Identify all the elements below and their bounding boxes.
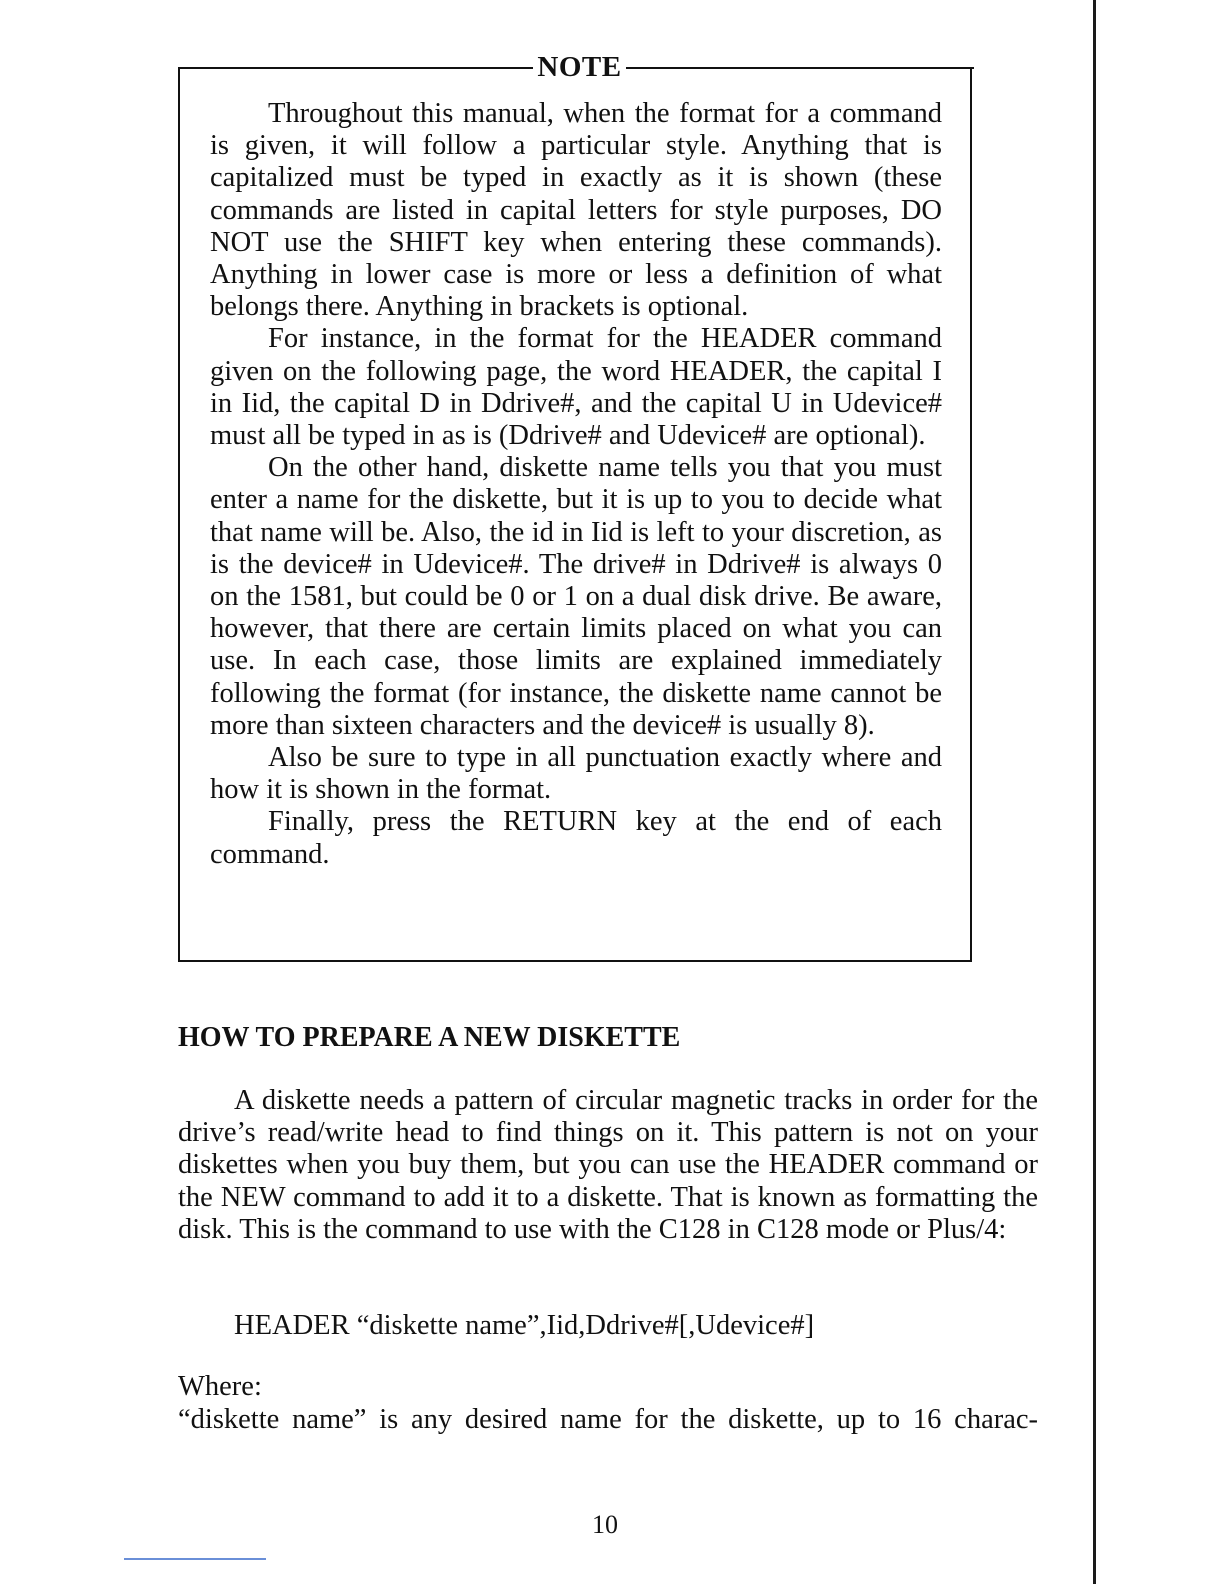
note-paragraph: Finally, press the RETURN key at the end of each command. xyxy=(210,806,942,870)
note-body xyxy=(210,98,942,871)
note-paragraph: On the other hand, diskette name tells you that you must enter a name for the diskette, but it is up to you to decide what that name will be. Also, the id in Iid is left to your discretion, as is the device# in Udevice#. The drive# in Ddrive# is always 0 on the 1581, but could be 0 or 1 on a dual disk drive. Be aware, however, that there are certain limits placed on what you can use. In each case, those limits are explained immediately following the format (for instance, the diskette name cannot be more than sixteen characters and the device# is usually 8). xyxy=(210,452,942,741)
where-label: Where: xyxy=(178,1371,262,1402)
section-heading: HOW TO PREPARE A NEW DISKETTE xyxy=(178,1022,681,1053)
note-paragraph: Also be sure to type in all punctuation exactly where and how it is shown in the format. xyxy=(210,742,942,806)
command-format: HEADER “diskette name”,Iid,Ddrive#[,Udevice#] xyxy=(234,1310,815,1341)
section-paragraph: A diskette needs a pattern of circular magnetic tracks in order for the drive’s read/write head to find things on it. This pattern is not on your diskettes when you buy them, but you can use the HEADER command or the NEW command to add it to a diskette. That is known as formatting the disk. This is the command to use with the C128 in C128 mode or Plus/4: xyxy=(178,1085,1038,1245)
footer-link-underline xyxy=(124,1558,266,1560)
note-paragraph: For instance, in the format for the HEADER command given on the following page, the word HEADER, the capital I in Iid, the capital D in Ddrive#, and the capital U in Udevice# must all be typed in as is (Ddrive# and Udevice# are optional). xyxy=(210,323,942,452)
page-number: 10 xyxy=(592,1510,618,1539)
scan-edge-line xyxy=(1093,0,1096,1584)
note-title: NOTE xyxy=(537,51,622,83)
where-definition: “diskette name” is any desired name for the diskette, up to 16 charac- xyxy=(178,1404,1038,1435)
note-paragraph: Throughout this manual, when the format for a command is given, it will follow a particular style. Anything that is capitalized must be typed in exactly as it is shown (these commands are listed in capital letters for style purposes, DO NOT use the SHIFT key when entering these commands). Anything in lower case is more or less a definition of what belongs there. Anything in brackets is optional. xyxy=(210,98,942,323)
